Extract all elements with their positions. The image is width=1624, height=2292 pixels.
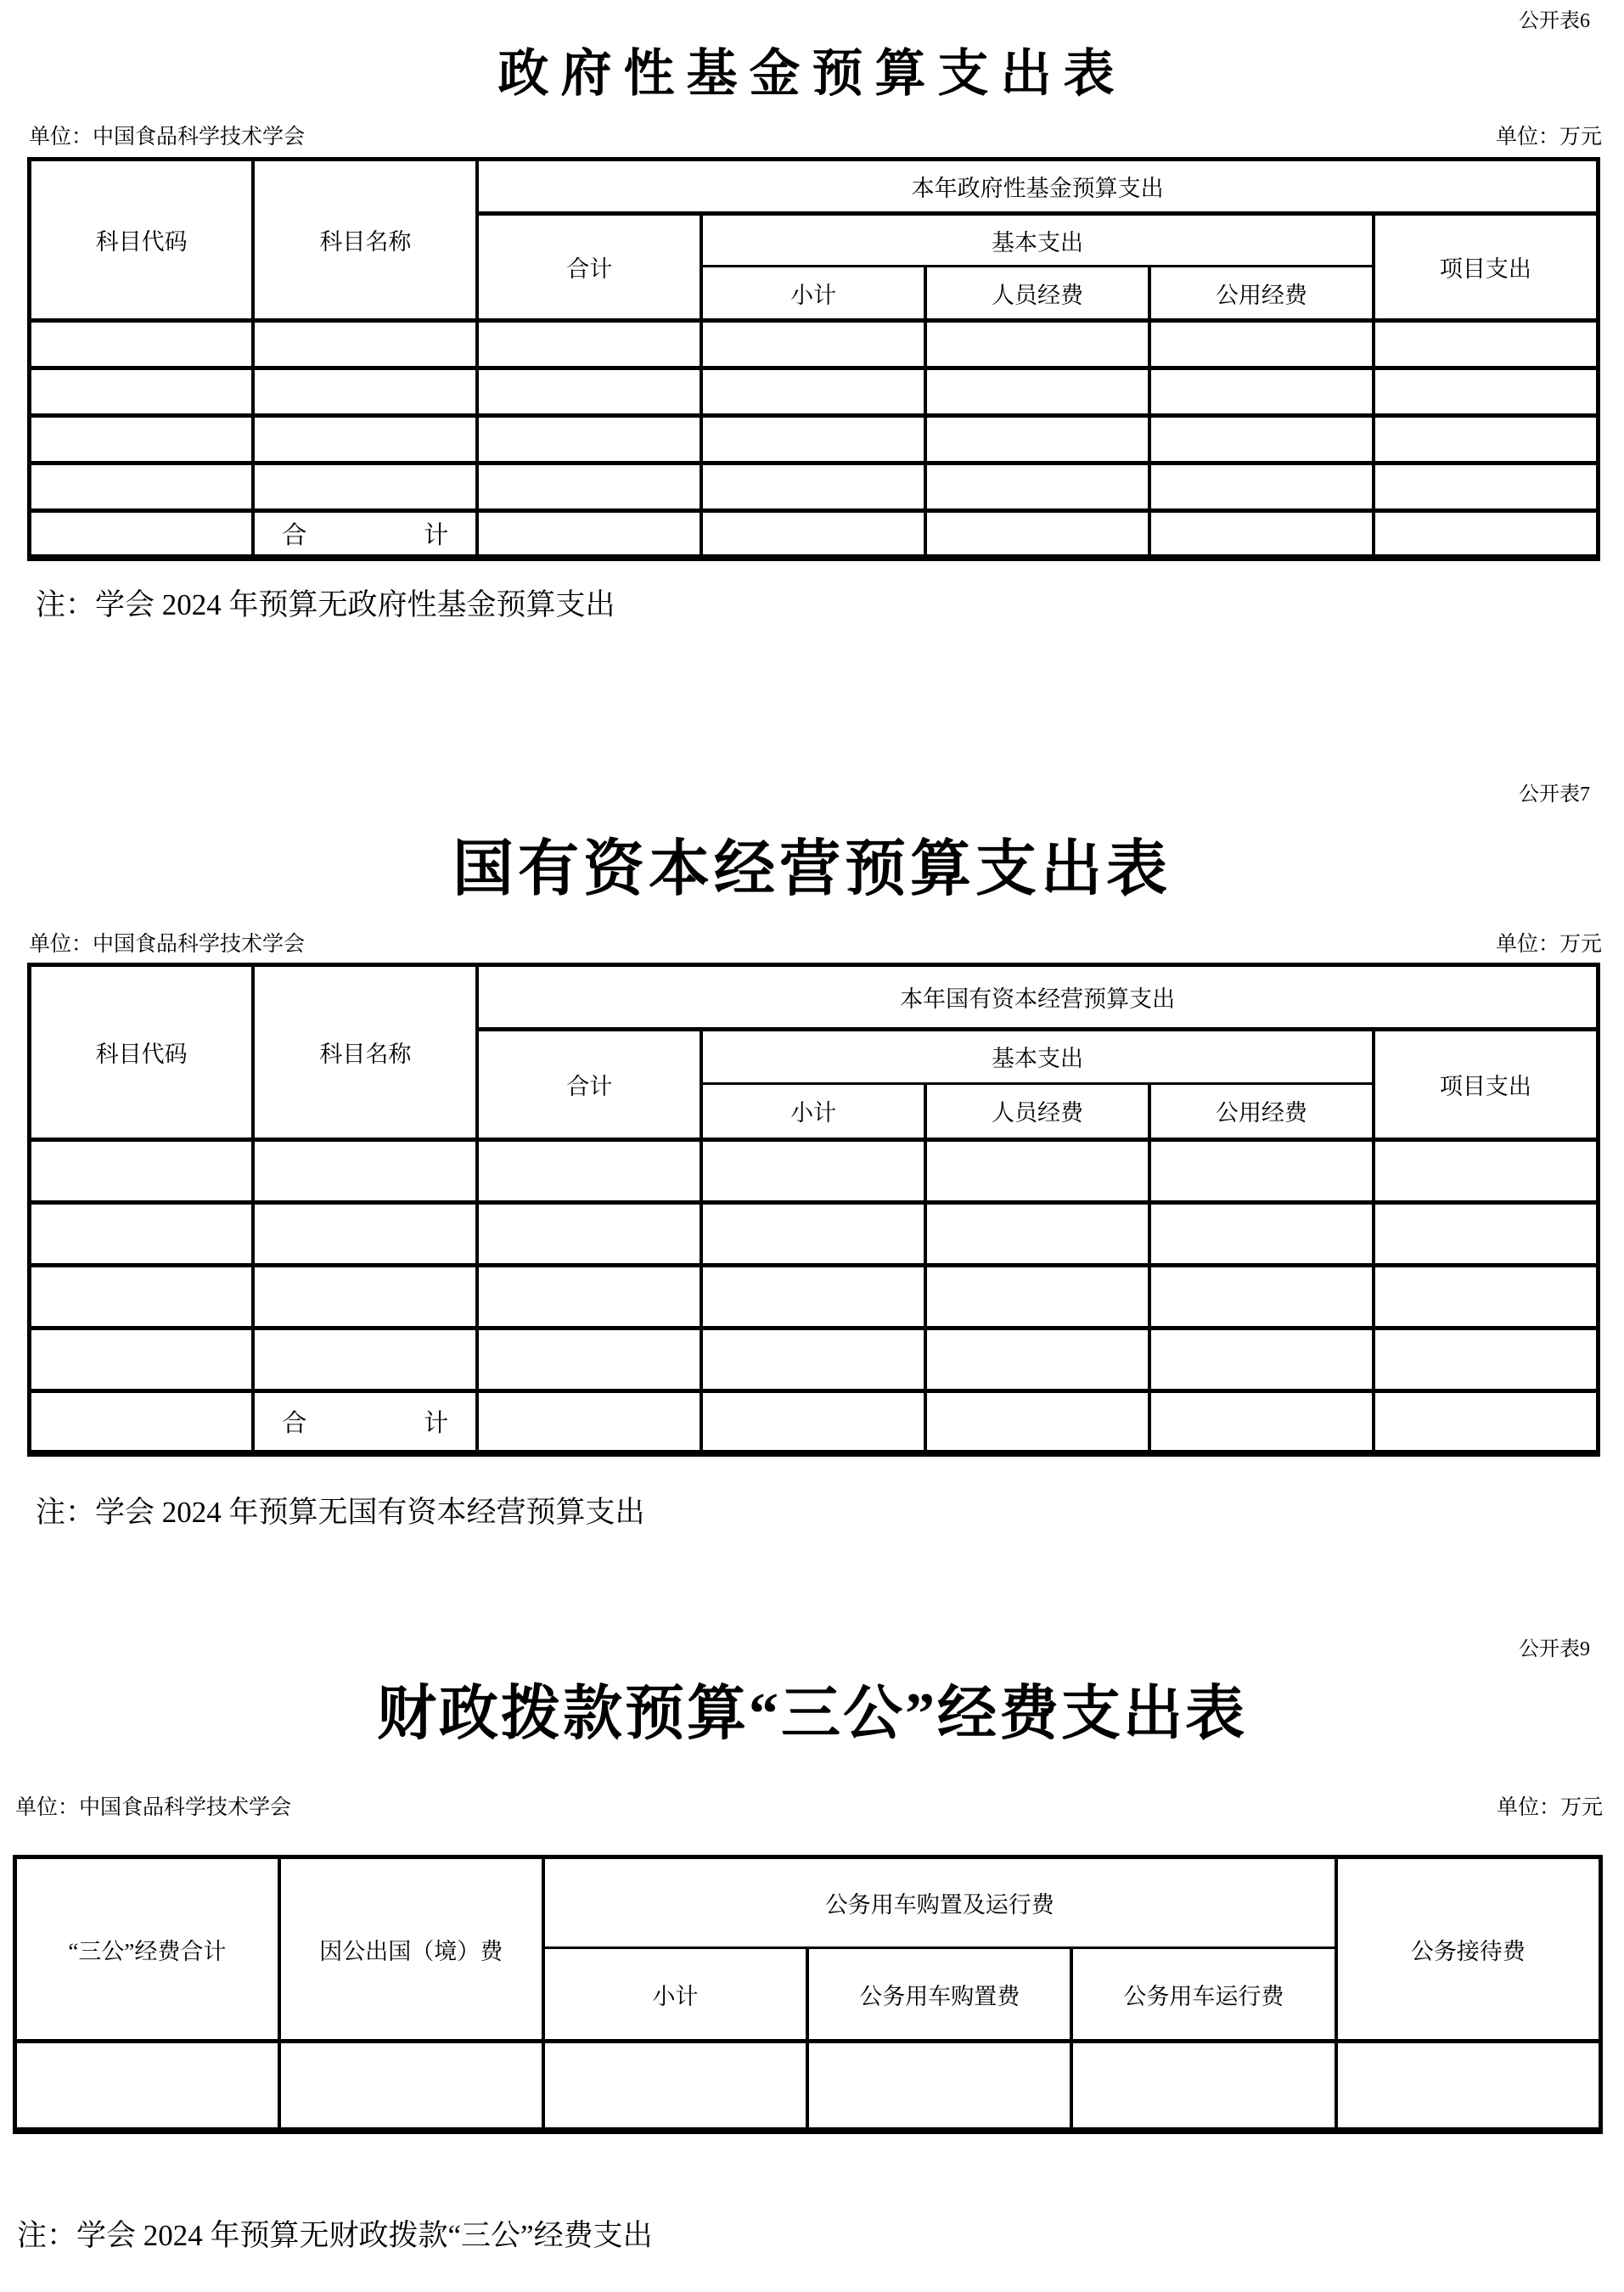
empty-cell bbox=[701, 511, 925, 558]
unit-row bbox=[29, 931, 1602, 958]
empty-cell bbox=[477, 321, 701, 368]
table-row bbox=[30, 1202, 1599, 1265]
col-header-year-expenditure-span: 本年政府性基金预算支出 bbox=[477, 160, 1598, 214]
empty-cell bbox=[925, 368, 1149, 416]
empty-cell bbox=[15, 2042, 279, 2131]
total-row-char-right: 计 bbox=[424, 521, 449, 549]
col-header-basic-expenditure: 基本支出 bbox=[701, 1029, 1374, 1083]
empty-cell bbox=[925, 511, 1149, 558]
empty-cell bbox=[1149, 463, 1374, 511]
note-text: 注：学会 2024 年预算无财政拨款“三公”经费支出 bbox=[17, 2218, 653, 2252]
total-row bbox=[30, 1390, 1599, 1453]
total-row-char-left: 合 bbox=[282, 1409, 307, 1437]
empty-cell bbox=[701, 321, 925, 368]
empty-cell bbox=[1374, 1202, 1599, 1265]
unit-row bbox=[29, 124, 1602, 150]
total-row-label bbox=[253, 511, 477, 558]
col-header-public-funds: 公用经费 bbox=[1149, 1083, 1374, 1139]
col-header-project-expenditure: 项目支出 bbox=[1374, 214, 1599, 321]
empty-cell bbox=[925, 321, 1149, 368]
unit-name-label: 单位：中国食品科学技术学会 bbox=[29, 932, 306, 956]
three-public-expense-table bbox=[13, 1855, 1603, 2134]
empty-cell bbox=[1374, 321, 1599, 368]
sheet-tag: 公开表7 bbox=[1519, 783, 1590, 806]
table-row bbox=[15, 2042, 1601, 2131]
empty-cell bbox=[925, 463, 1149, 511]
empty-cell bbox=[1149, 511, 1374, 558]
empty-cell bbox=[30, 1390, 254, 1453]
total-row-char-left: 合 bbox=[282, 521, 307, 549]
empty-cell bbox=[30, 1265, 254, 1328]
empty-cell bbox=[1374, 368, 1599, 416]
page-title: 国有资本经营预算支出表 bbox=[452, 834, 1172, 903]
total-row-char-right: 计 bbox=[424, 1409, 449, 1437]
empty-cell bbox=[253, 1139, 477, 1202]
col-header-public-funds: 公用经费 bbox=[1149, 267, 1374, 321]
empty-cell bbox=[1374, 1265, 1599, 1328]
unit-row bbox=[15, 1795, 1603, 1821]
empty-cell bbox=[253, 416, 477, 463]
col-header-official-reception: 公务接待费 bbox=[1336, 1857, 1601, 2042]
empty-cell bbox=[701, 1390, 925, 1453]
empty-cell bbox=[701, 1202, 925, 1265]
empty-cell bbox=[30, 511, 254, 558]
empty-cell bbox=[477, 463, 701, 511]
col-header-subject-name: 科目名称 bbox=[253, 160, 477, 321]
empty-cell bbox=[1374, 463, 1599, 511]
empty-cell bbox=[701, 1139, 925, 1202]
col-header-subject-code: 科目代码 bbox=[30, 964, 254, 1139]
col-header-subtotal: 小计 bbox=[701, 1083, 925, 1139]
empty-cell bbox=[925, 1390, 1149, 1453]
empty-cell bbox=[477, 368, 701, 416]
empty-cell bbox=[925, 1328, 1149, 1390]
section-three-public-expense bbox=[0, 1637, 1624, 2255]
empty-cell bbox=[30, 463, 254, 511]
table-row bbox=[30, 160, 1599, 214]
empty-cell bbox=[701, 463, 925, 511]
empty-cell bbox=[30, 368, 254, 416]
page-title: 政府性基金预算支出表 bbox=[497, 46, 1127, 102]
empty-cell bbox=[253, 463, 477, 511]
table-row bbox=[30, 321, 1599, 368]
col-header-subtotal: 小计 bbox=[543, 1948, 807, 2042]
empty-cell bbox=[543, 2042, 807, 2131]
empty-cell bbox=[925, 1265, 1149, 1328]
empty-cell bbox=[1374, 1328, 1599, 1390]
table-row bbox=[15, 1857, 1601, 1948]
empty-cell bbox=[477, 1390, 701, 1453]
unit-currency-label: 单位：万元 bbox=[1495, 932, 1602, 956]
empty-cell bbox=[477, 416, 701, 463]
empty-cell bbox=[807, 2042, 1071, 2131]
col-header-project-expenditure: 项目支出 bbox=[1374, 1029, 1599, 1139]
empty-cell bbox=[701, 368, 925, 416]
empty-cell bbox=[1336, 2042, 1601, 2131]
empty-cell bbox=[925, 1139, 1149, 1202]
col-header-vehicle-purchase: 公务用车购置费 bbox=[807, 1948, 1071, 2042]
empty-cell bbox=[1374, 1390, 1599, 1453]
table-row bbox=[30, 964, 1599, 1029]
empty-cell bbox=[30, 1328, 254, 1390]
empty-cell bbox=[1149, 1265, 1374, 1328]
empty-cell bbox=[30, 416, 254, 463]
section-gov-fund-budget bbox=[0, 0, 1624, 624]
sheet-tag: 公开表6 bbox=[1519, 10, 1590, 32]
unit-currency-label: 单位：万元 bbox=[1496, 1796, 1603, 1819]
empty-cell bbox=[701, 1265, 925, 1328]
empty-cell bbox=[701, 1328, 925, 1390]
empty-cell bbox=[1149, 1139, 1374, 1202]
col-header-subject-name: 科目名称 bbox=[253, 964, 477, 1139]
col-header-subtotal: 小计 bbox=[701, 267, 925, 321]
col-header-abroad-expense: 因公出国（境）费 bbox=[279, 1857, 543, 2042]
col-header-basic-expenditure: 基本支出 bbox=[701, 214, 1374, 267]
empty-cell bbox=[1149, 1202, 1374, 1265]
unit-name-label: 单位：中国食品科学技术学会 bbox=[29, 126, 306, 149]
col-header-total: 合计 bbox=[477, 1029, 701, 1139]
empty-cell bbox=[30, 1202, 254, 1265]
col-header-personnel-funds: 人员经费 bbox=[925, 1083, 1149, 1139]
empty-cell bbox=[1149, 368, 1374, 416]
state-capital-budget-table bbox=[27, 963, 1600, 1458]
col-header-vehicle-operation: 公务用车运行费 bbox=[1071, 1948, 1335, 2042]
table-row bbox=[30, 1265, 1599, 1328]
table-row bbox=[30, 416, 1599, 463]
empty-cell bbox=[1149, 416, 1374, 463]
table-row bbox=[30, 1328, 1599, 1390]
table-row bbox=[30, 368, 1599, 416]
empty-cell bbox=[253, 1328, 477, 1390]
col-header-year-expenditure-span: 本年国有资本经营预算支出 bbox=[477, 964, 1598, 1029]
total-row-label bbox=[253, 1390, 477, 1453]
empty-cell bbox=[30, 1139, 254, 1202]
col-header-subject-code: 科目代码 bbox=[30, 160, 254, 321]
section-state-capital-budget bbox=[0, 782, 1624, 1532]
page-title: 财政拨款预算“三公”经费支出表 bbox=[377, 1682, 1247, 1747]
note-text: 注：学会 2024 年预算无国有资本经营预算支出 bbox=[36, 1496, 645, 1529]
empty-cell bbox=[1374, 416, 1599, 463]
empty-cell bbox=[253, 368, 477, 416]
unit-name-label: 单位：中国食品科学技术学会 bbox=[15, 1796, 292, 1819]
empty-cell bbox=[477, 1328, 701, 1390]
empty-cell bbox=[1149, 1328, 1374, 1390]
col-header-vehicle-span: 公务用车购置及运行费 bbox=[543, 1857, 1336, 1948]
empty-cell bbox=[30, 321, 254, 368]
sheet-tag: 公开表9 bbox=[1519, 1638, 1590, 1660]
empty-cell bbox=[279, 2042, 543, 2131]
note-text: 注：学会 2024 年预算无政府性基金预算支出 bbox=[36, 587, 615, 621]
col-header-personnel-funds: 人员经费 bbox=[925, 267, 1149, 321]
empty-cell bbox=[477, 1202, 701, 1265]
empty-cell bbox=[253, 321, 477, 368]
empty-cell bbox=[477, 1265, 701, 1328]
empty-cell bbox=[1149, 321, 1374, 368]
table-row bbox=[30, 1139, 1599, 1202]
empty-cell bbox=[253, 1202, 477, 1265]
total-row bbox=[30, 511, 1599, 558]
col-header-three-public-total: “三公”经费合计 bbox=[15, 1857, 279, 2042]
empty-cell bbox=[1071, 2042, 1335, 2131]
empty-cell bbox=[253, 1265, 477, 1328]
col-header-total: 合计 bbox=[477, 214, 701, 321]
empty-cell bbox=[477, 511, 701, 558]
unit-currency-label: 单位：万元 bbox=[1495, 126, 1602, 149]
empty-cell bbox=[1149, 1390, 1374, 1453]
gov-fund-budget-table bbox=[27, 157, 1600, 561]
empty-cell bbox=[925, 416, 1149, 463]
empty-cell bbox=[925, 1202, 1149, 1265]
empty-cell bbox=[1374, 1139, 1599, 1202]
empty-cell bbox=[477, 1139, 701, 1202]
table-row bbox=[30, 463, 1599, 511]
empty-cell bbox=[701, 416, 925, 463]
empty-cell bbox=[1374, 511, 1599, 558]
